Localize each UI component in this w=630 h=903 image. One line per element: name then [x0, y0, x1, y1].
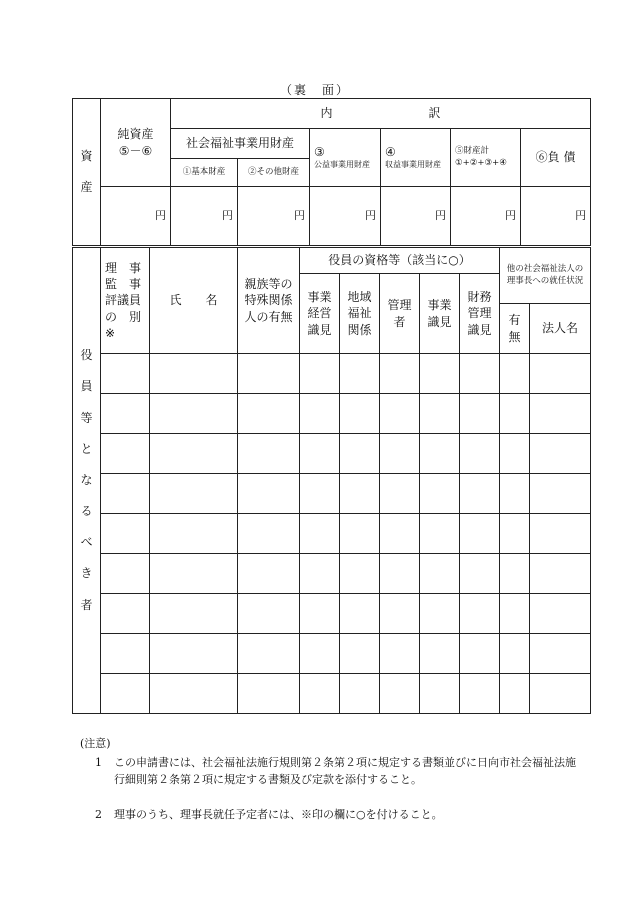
assets-table — [72, 98, 591, 246]
officer-row — [73, 354, 591, 394]
officer-row — [73, 474, 591, 514]
other-corp-header: 他の社会福祉法人の理事長への就任状況 — [500, 248, 591, 304]
profit-assets-value: 円 — [381, 187, 451, 246]
total-assets-value: 円 — [451, 187, 521, 246]
breakdown-header: 内 訳 — [171, 99, 591, 129]
officer-row — [73, 514, 591, 554]
presence-header: 有無 — [500, 304, 530, 354]
liabilities-header: ⑥負 債 — [521, 129, 591, 187]
qualification-header: 役員の資格等（該当に○） — [300, 248, 500, 274]
officers-side-label: 役員等となるべき者 — [73, 248, 101, 714]
corp-name-header: 法人名 — [530, 304, 591, 354]
officer-row — [73, 394, 591, 434]
notes-title: (注意) — [80, 737, 111, 750]
note-item: 1 この申請書には、社会福祉法施行規則第２条第２項に規定する書類並びに日向市社会福祉法施行細則第２条第２項に規定する書類及び定款を添付すること。 — [80, 754, 580, 788]
qual-finance-header: 財務管理識見 — [460, 274, 500, 354]
profit-assets-header: ④ 収益事業用財産 — [381, 129, 451, 187]
officer-row — [73, 594, 591, 634]
officer-row — [73, 674, 591, 714]
basic-assets-value: 円 — [171, 187, 238, 246]
qual-knowledge-header: 事業識見 — [420, 274, 460, 354]
qual-manager-header: 管理者 — [380, 274, 420, 354]
other-assets-header: ②その他財産 — [238, 159, 310, 187]
basic-assets-header: ①基本財産 — [171, 159, 238, 187]
public-assets-header: ③ 公益事業用財産 — [310, 129, 381, 187]
qual-regional-header: 地域福祉関係 — [340, 274, 380, 354]
social-welfare-assets-header: 社会福祉事業用財産 — [171, 129, 310, 159]
note-text: 理事のうち、理事長就任予定者には、※印の欄に○を付けること。 — [114, 808, 443, 822]
officer-row — [73, 434, 591, 474]
total-assets-header: ⑤財産計 ①+②+③+④ — [451, 129, 521, 187]
officer-row — [73, 634, 591, 674]
assets-side-label: 資産 — [73, 99, 101, 246]
page-title: （裏 面） — [279, 83, 350, 97]
officer-row — [73, 554, 591, 594]
net-assets-header: 純資産 ⑤－⑥ — [101, 99, 171, 187]
relative-header: 親族等の特殊関係人の有無 — [238, 248, 300, 354]
note-text: この申請書には、社会福祉法施行規則第２条第２項に規定する書類並びに日向市社会福祉法施行細則第２条第２項に規定する書類及び定款を添付すること。 — [114, 756, 576, 787]
other-assets-value: 円 — [238, 187, 310, 246]
liabilities-value: 円 — [521, 187, 591, 246]
name-header: 氏 名 — [150, 248, 238, 354]
note-item: 2 理事のうち、理事長就任予定者には、※印の欄に○を付けること。 — [80, 806, 580, 823]
qual-business-header: 事業経営識見 — [300, 274, 340, 354]
officers-table — [72, 247, 591, 714]
notes-section — [80, 735, 580, 823]
role-header: 理 事 監 事 評議員 の 別 ※ — [101, 248, 150, 354]
net-assets-value: 円 — [101, 187, 171, 246]
public-assets-value: 円 — [310, 187, 381, 246]
